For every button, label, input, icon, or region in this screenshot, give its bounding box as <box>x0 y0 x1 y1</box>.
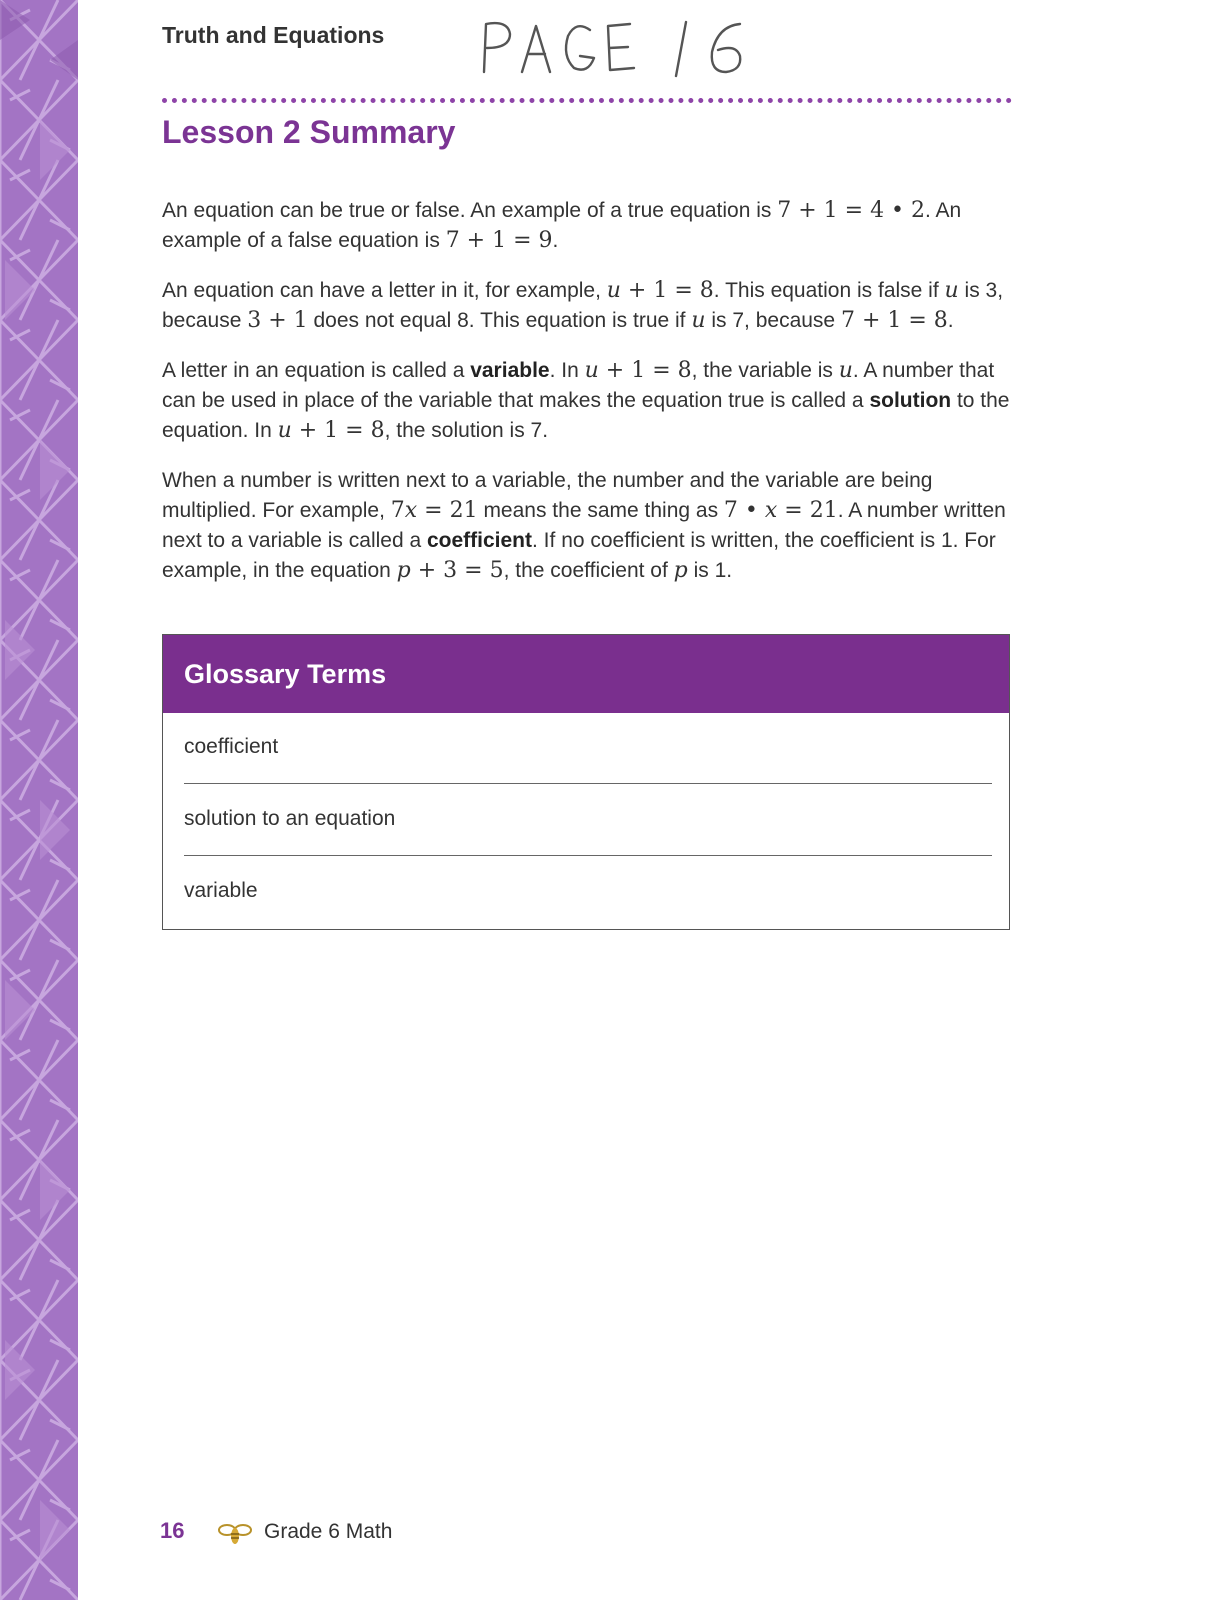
math-expression: = 21 <box>777 498 838 523</box>
text: does not equal 8. This equation is true if <box>307 309 692 332</box>
summary-body <box>162 196 1020 606</box>
text: . If no coefficient is written, the coefficient is 1. For example, in the equation <box>162 529 996 582</box>
math-variable: u <box>838 358 853 383</box>
math-expression: 7 <box>390 498 405 523</box>
text: A letter in an equation is called a <box>162 359 471 382</box>
text: . This equation is false if <box>713 279 945 302</box>
math-expression: 7 + 1 = 8 <box>840 308 948 333</box>
math-expression: 7 + 1 = 4 • 2 <box>777 198 926 223</box>
math-expression: = 21 <box>417 498 478 523</box>
text: . An example of a false equation is <box>162 199 962 252</box>
paragraph-letter <box>162 276 1020 336</box>
math-expression: + 3 = 5 <box>410 558 504 583</box>
text: . <box>947 309 954 332</box>
paragraph-variable <box>162 356 1020 446</box>
paragraph-true-false <box>162 196 1020 256</box>
header-divider <box>162 98 1012 103</box>
page-number: 16 <box>160 1518 185 1543</box>
math-variable: u <box>691 308 706 333</box>
text: An equation can be true or false. An example of a true equation is <box>162 199 778 222</box>
text: is 3, because <box>162 279 1004 332</box>
math-variable: p <box>673 558 688 583</box>
math-variable: u <box>584 358 599 383</box>
text: When a number is written next to a variable, the number and the variable are being multiplied. For example, <box>162 469 933 522</box>
math-expression: 7 + 1 = 9 <box>445 228 553 253</box>
math-expression: + 1 = 8 <box>291 418 385 443</box>
math-expression: + 1 = 8 <box>620 278 714 303</box>
decorative-left-strip <box>0 0 78 1600</box>
text: means the same thing as <box>477 499 724 522</box>
glossary-divider <box>184 783 992 784</box>
math-variable: x <box>764 498 778 523</box>
text: to the equation. In <box>162 389 1010 442</box>
glossary-divider <box>184 855 992 856</box>
book-title: Grade 6 Math <box>264 1520 393 1543</box>
text: . In <box>549 359 585 382</box>
text: An equation can have a letter in it, for example, <box>162 279 607 302</box>
unit-title: Truth and Equations <box>162 22 385 48</box>
term-coefficient: coefficient <box>426 529 533 552</box>
text: . A number that can be used in place of the variable that makes the equation true is called a <box>162 359 995 412</box>
glossary-heading: Glossary Terms <box>163 635 1009 713</box>
glossary-box <box>162 634 1010 930</box>
text: . <box>552 229 559 252</box>
glossary-term-variable: variable <box>184 879 258 902</box>
text: , the coefficient of <box>503 559 674 582</box>
handwritten-page-note <box>478 12 768 82</box>
text: , the solution is 7. <box>384 419 549 442</box>
math-expression: 3 + 1 <box>247 308 308 333</box>
math-expression: 7 • <box>723 498 765 523</box>
publisher-logo-icon <box>218 1520 252 1555</box>
text: . A number written next to a variable is called a <box>162 499 1006 552</box>
glossary-term-solution: solution to an equation <box>184 807 396 830</box>
term-variable: variable <box>470 359 550 382</box>
text: , the variable is <box>691 359 839 382</box>
math-variable: x <box>404 498 418 523</box>
math-expression: + 1 = 8 <box>598 358 692 383</box>
lesson-title: Lesson 2 Summary <box>162 114 456 150</box>
text: is 1. <box>687 559 733 582</box>
text: is 7, because <box>705 309 841 332</box>
math-variable: u <box>277 418 292 443</box>
math-variable: p <box>396 558 411 583</box>
math-variable: u <box>606 278 621 303</box>
glossary-term-coefficient: coefficient <box>184 735 279 758</box>
paragraph-coefficient <box>162 466 1020 586</box>
math-variable: u <box>944 278 959 303</box>
term-solution: solution <box>869 389 952 412</box>
handwritten-note-drawing <box>478 12 768 82</box>
